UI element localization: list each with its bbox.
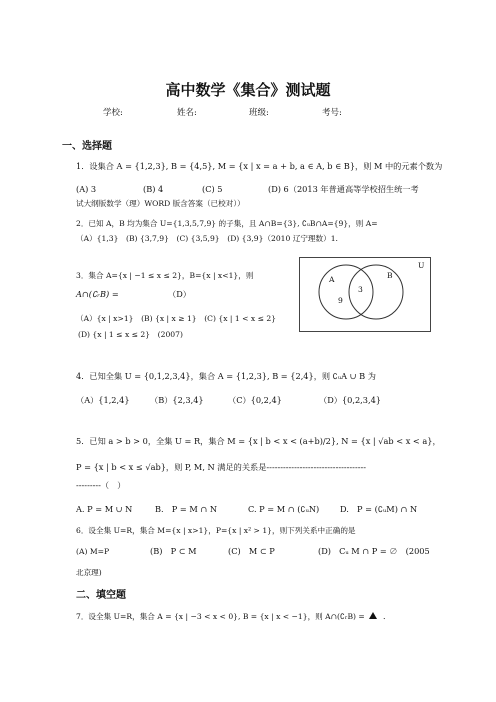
q5-stem: 5．已知 a > b > 0，全集 U = R，集合 M = {x | b < x < (a+b)/2}, N = {x | √ab < x < a}， — [76, 436, 441, 446]
section-multiple-choice: 一、选择题 — [62, 141, 112, 152]
venn-value-9: 9 — [338, 296, 343, 305]
q1-option-c: (C) 5 — [202, 184, 223, 194]
q5-stem-3: ---------（ ） — [76, 480, 126, 490]
venn-svg — [300, 258, 430, 331]
q7-end: ． — [383, 611, 392, 621]
q4-option-d: （D）{0,2,3,4} — [319, 395, 382, 405]
q4-option-a: （A）{1,2,4} — [76, 395, 130, 405]
q1-source: 试大纲版数学（理）WORD 版含答案（已校对）） — [76, 199, 245, 208]
q2-options: （A）{1,3} (B) {3,7,9} (C) {3,5,9} (D) {3,9}（2010 辽宁理数）1. — [76, 234, 338, 243]
q2-stem: 2．已知 A，B 均为集合 U={1,3,5,7,9} 的子集，且 A∩B={3}, ∁ᵤB∩A={9}，则 A= — [76, 219, 378, 228]
page-title: 高中数学《集合》测试题 — [165, 81, 331, 99]
q3-option-d: (D) {x | 1 ≤ x ≤ 2} (2007) — [78, 330, 183, 339]
q4-option-c: （C）{0,2,4} — [228, 395, 282, 405]
venn-diagram — [299, 257, 431, 332]
set-a-circle — [319, 265, 373, 319]
section-fill-in: 二、填空题 — [76, 590, 126, 601]
school-label: 学校: — [103, 108, 123, 118]
q3-stem: 3．集合 A={x | −1 ≤ x ≤ 2}，B={x | x<1}，则 — [76, 271, 254, 280]
q5-option-d: D. P = (∁ᵤM) ∩ N — [340, 504, 418, 514]
q3-options: （A）{x | x>1} (B) {x | x ≥ 1} (C) {x | 1 < x ≤ 2} — [76, 314, 277, 323]
q6-option-c: (C) M ⊂ P — [228, 546, 275, 556]
q5-option-c: C. P = M ∩ (∁ᵤN) — [248, 504, 320, 514]
name-label: 姓名: — [177, 108, 197, 118]
q7-stem: 7．设全集 U=R，集合 A = {x | −3 < x < 0}, B = {x | x < −1}，则 A∩(∁ᵣB) = — [76, 612, 365, 621]
q3-answer: （D） — [168, 289, 191, 299]
venn-label-b: B — [387, 271, 393, 280]
answer-triangle-icon — [369, 612, 377, 619]
venn-label-a: A — [329, 275, 335, 284]
venn-label-u: U — [418, 261, 425, 270]
q1-option-a: (A) 3 — [76, 184, 97, 194]
q6-option-a: (A) M=P — [76, 547, 110, 556]
q5-option-a: A. P = M ∪ N — [76, 504, 133, 514]
q1-option-d: (D) 6（2013 年普通高等学校招生统一考 — [268, 184, 419, 194]
q7-answer-blank — [369, 610, 377, 621]
q6-option-d: (D) Cᵤ M ∩ P = ∅ (2005 — [318, 546, 430, 556]
q5-option-b: B. P = M ∩ N — [155, 504, 217, 514]
q5-stem-2: P = {x | b < x ≤ √ab}，则 P, M, N 满足的关系是------------------------------------ — [76, 462, 367, 472]
q3-expression: A∩(∁ᵣB) = — [76, 289, 119, 299]
q6-source: 北京理) — [76, 568, 102, 577]
q4-stem: 4．已知全集 U = {0,1,2,3,4}，集合 A = {1,2,3}, B = {2,4}，则 ∁ᵤA ∪ B 为 — [76, 371, 376, 381]
q1-option-b: (B) 4 — [143, 184, 164, 194]
class-label: 班级: — [249, 108, 269, 118]
q6-stem: 6．设全集 U=R，集合 M={x | x>1}，P={x | x² > 1}，则下列关系中正确的是 — [76, 526, 356, 535]
venn-value-3: 3 — [358, 285, 363, 294]
q4-option-b: （B）{2,3,4} — [150, 395, 204, 405]
q1-stem: 1．设集合 A = {1,2,3}, B = {4,5}, M = {x | x = a + b, a ∈ A, b ∈ B}，则 M 中的元素个数为 — [76, 161, 443, 171]
q6-option-b: (B) P ⊂ M — [150, 546, 197, 556]
exam-number-label: 考号: — [322, 108, 342, 118]
